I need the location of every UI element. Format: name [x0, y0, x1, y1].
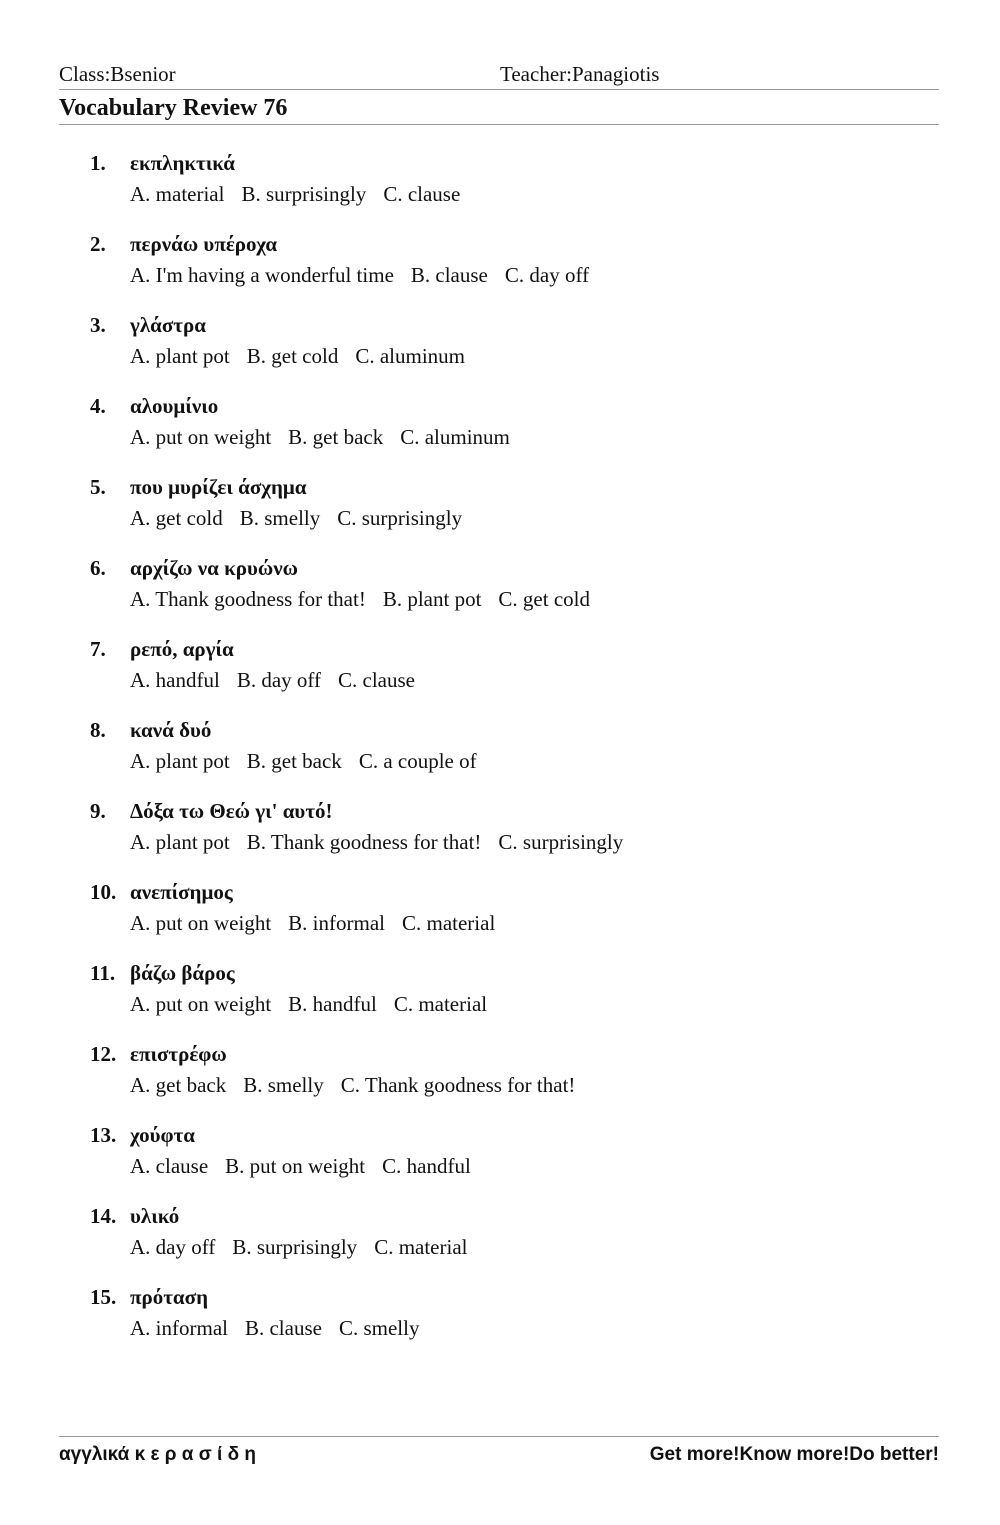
question-number: 2. — [90, 232, 106, 256]
answer-options — [130, 827, 640, 857]
answer-options — [130, 1232, 485, 1262]
question-prompt: αρχίζω να κρυώνω — [130, 556, 298, 580]
question-number: 5. — [90, 475, 106, 499]
title-bar — [59, 92, 939, 125]
question-number: 6. — [90, 556, 106, 580]
question-number: 4. — [90, 394, 106, 418]
question-number: 14. — [90, 1204, 117, 1228]
question-number: 1. — [90, 151, 106, 175]
question-prompt: Δόξα τω Θεώ γι' αυτό! — [130, 799, 333, 823]
class-label: Class:Bsenior — [59, 62, 176, 86]
question-prompt: περνάω υπέροχα — [130, 232, 278, 256]
answer-option[interactable]: C. smelly — [338, 1316, 420, 1340]
answer-options — [130, 746, 494, 776]
answer-option[interactable]: A. put on weight — [130, 992, 272, 1016]
answer-option[interactable]: C. aluminum — [400, 425, 510, 449]
answer-option[interactable]: B. put on weight — [225, 1154, 366, 1178]
answer-option[interactable]: A. handful — [130, 668, 220, 692]
answer-option[interactable]: C. clause — [338, 668, 415, 692]
answer-option[interactable]: C. material — [374, 1235, 468, 1259]
question-number: 11. — [90, 961, 116, 985]
answer-option[interactable]: B. Thank goodness for that! — [246, 830, 482, 854]
question-item — [90, 958, 930, 1039]
answer-option[interactable]: B. surprisingly — [241, 182, 367, 206]
footer-slogan: Get more!Know more!Do better! — [649, 1444, 939, 1465]
question-number: 12. — [90, 1042, 117, 1066]
question-item — [90, 229, 930, 310]
answer-options — [130, 260, 606, 290]
answer-option[interactable]: C. day off — [504, 263, 590, 287]
answer-option[interactable]: C. aluminum — [355, 344, 465, 368]
question-prompt: χούφτα — [130, 1123, 195, 1147]
question-item — [90, 553, 930, 634]
question-item — [90, 796, 930, 877]
question-prompt: πρόταση — [130, 1285, 208, 1309]
question-number: 3. — [90, 313, 106, 337]
teacher-label: Teacher:Panagiotis — [500, 62, 660, 86]
question-item — [90, 391, 930, 472]
question-prompt: επιστρέφω — [130, 1042, 227, 1066]
question-list — [90, 148, 930, 1363]
answer-options — [130, 179, 477, 209]
answer-option[interactable]: A. get back — [130, 1073, 227, 1097]
answer-option[interactable]: C. material — [401, 911, 496, 935]
answer-option[interactable]: A. plant pot — [130, 830, 230, 854]
answer-option[interactable]: A. get cold — [130, 506, 223, 530]
question-number: 7. — [90, 637, 106, 661]
question-number: 8. — [90, 718, 106, 742]
answer-option[interactable]: C. surprisingly — [337, 506, 463, 530]
answer-option[interactable]: A. plant pot — [130, 344, 230, 368]
answer-option[interactable]: B. clause — [244, 1316, 322, 1340]
answer-option[interactable]: C. Thank goodness for that! — [340, 1073, 576, 1097]
answer-option[interactable]: B. get cold — [246, 344, 339, 368]
answer-option[interactable]: A. put on weight — [130, 911, 272, 935]
answer-option[interactable]: A. plant pot — [130, 749, 230, 773]
question-item — [90, 1039, 930, 1120]
question-number: 15. — [90, 1285, 117, 1309]
question-prompt: βάζω βάρος — [130, 961, 235, 985]
answer-option[interactable]: C. handful — [382, 1154, 471, 1178]
answer-options — [130, 584, 607, 614]
answer-option[interactable]: C. material — [393, 992, 488, 1016]
answer-options — [130, 341, 482, 371]
answer-option[interactable]: B. get back — [246, 749, 342, 773]
question-prompt: ρεπό, αργία — [130, 637, 234, 661]
answer-option[interactable]: B. smelly — [243, 1073, 324, 1097]
answer-option[interactable]: C. clause — [383, 182, 461, 206]
answer-option[interactable]: C. surprisingly — [498, 830, 624, 854]
answer-option[interactable]: B. informal — [288, 911, 385, 935]
question-number: 10. — [90, 880, 117, 904]
answer-option[interactable]: B. plant pot — [382, 587, 482, 611]
worksheet-header — [59, 60, 939, 90]
question-item — [90, 310, 930, 391]
question-number: 9. — [90, 799, 106, 823]
answer-options — [130, 1070, 592, 1100]
question-item — [90, 148, 930, 229]
question-prompt: υλικό — [130, 1204, 180, 1228]
question-item — [90, 634, 930, 715]
answer-option[interactable]: A. material — [130, 182, 225, 206]
question-prompt: εκπληκτικά — [130, 151, 235, 175]
answer-option[interactable]: A. informal — [130, 1316, 228, 1340]
question-prompt: ανεπίσημος — [130, 880, 233, 904]
answer-options — [130, 503, 479, 533]
answer-option[interactable]: A. Thank goodness for that! — [130, 587, 366, 611]
question-prompt: κανά δυό — [130, 718, 212, 742]
worksheet-footer — [59, 1436, 939, 1473]
answer-option[interactable]: A. day off — [130, 1235, 216, 1259]
footer-brand: αγγλικά κ ε ρ α σ ί δ η — [59, 1444, 256, 1465]
answer-option[interactable]: B. smelly — [239, 506, 321, 530]
answer-option[interactable]: B. surprisingly — [232, 1235, 358, 1259]
question-item — [90, 1282, 930, 1363]
answer-option[interactable]: C. a couple of — [358, 749, 477, 773]
answer-options — [130, 1151, 488, 1181]
answer-option[interactable]: B. get back — [288, 425, 384, 449]
question-item — [90, 877, 930, 958]
answer-option[interactable]: B. handful — [288, 992, 377, 1016]
answer-option[interactable]: A. clause — [130, 1154, 209, 1178]
question-number: 13. — [90, 1123, 117, 1147]
answer-option[interactable]: B. day off — [236, 668, 322, 692]
question-item — [90, 715, 930, 796]
question-prompt: αλουμίνιο — [130, 394, 219, 418]
answer-option[interactable]: A. I'm having a wonderful time — [130, 263, 394, 287]
answer-options — [130, 422, 527, 452]
answer-options — [130, 665, 432, 695]
answer-options — [130, 908, 512, 938]
answer-option[interactable]: B. clause — [410, 263, 488, 287]
question-item — [90, 1201, 930, 1282]
answer-options — [130, 989, 504, 1019]
answer-options — [130, 1313, 436, 1343]
answer-option[interactable]: A. put on weight — [130, 425, 272, 449]
question-prompt: που μυρίζει άσχημα — [130, 475, 307, 499]
question-prompt: γλάστρα — [130, 313, 206, 337]
question-item — [90, 1120, 930, 1201]
answer-option[interactable]: C. get cold — [498, 587, 590, 611]
question-item — [90, 472, 930, 553]
page-title: Vocabulary Review 76 — [59, 95, 288, 121]
